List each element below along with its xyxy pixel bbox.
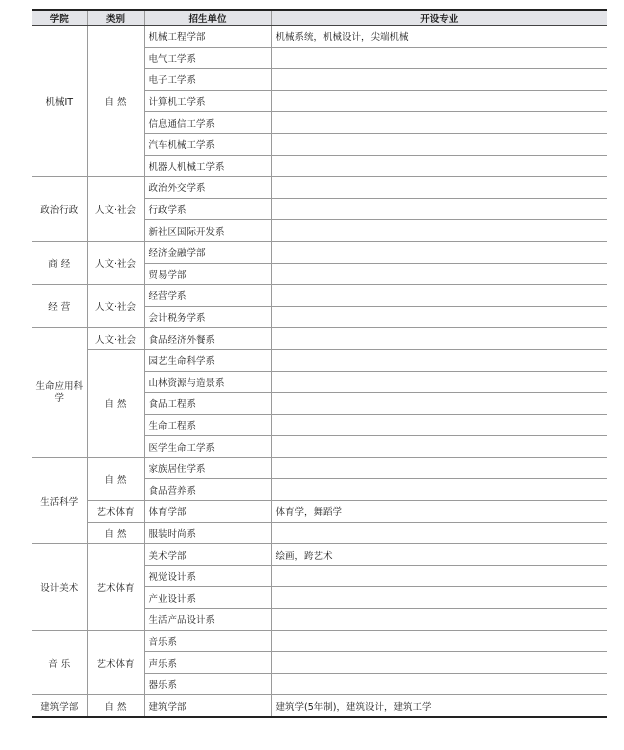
major-cell [271, 69, 607, 91]
category-cell: 自 然 [87, 695, 144, 717]
unit-cell: 行政学系 [144, 198, 271, 220]
category-cell: 艺术体育 [87, 630, 144, 695]
unit-cell: 服装时尚系 [144, 522, 271, 544]
major-cell [271, 241, 607, 263]
major-cell [271, 479, 607, 501]
major-cell [271, 198, 607, 220]
unit-cell: 声乐系 [144, 652, 271, 674]
unit-cell: 汽车机械工学系 [144, 133, 271, 155]
college-cell: 建筑学部 [32, 695, 87, 717]
table-row [32, 285, 607, 307]
major-cell [271, 371, 607, 393]
unit-cell: 食品营养系 [144, 479, 271, 501]
unit-cell: 信息通信工学系 [144, 112, 271, 134]
unit-cell: 家族居住学系 [144, 457, 271, 479]
unit-cell: 贸易学部 [144, 263, 271, 285]
major-cell [271, 652, 607, 674]
admissions-table-container [32, 9, 607, 718]
header-college: 学院 [32, 10, 87, 26]
unit-cell: 新社区国际开发系 [144, 220, 271, 242]
category-cell: 自 然 [87, 522, 144, 544]
category-cell: 人文·社会 [87, 177, 144, 242]
major-cell [271, 155, 607, 177]
major-cell [271, 673, 607, 695]
major-cell [271, 47, 607, 69]
unit-cell: 山林资源与造景系 [144, 371, 271, 393]
unit-cell: 电子工学系 [144, 69, 271, 91]
major-cell: 体育学，舞蹈学 [271, 501, 607, 523]
major-cell [271, 565, 607, 587]
unit-cell: 会计税务学系 [144, 306, 271, 328]
table-row [32, 457, 607, 479]
table-row [32, 522, 607, 544]
major-cell [271, 90, 607, 112]
table-row [32, 544, 607, 566]
major-cell [271, 263, 607, 285]
unit-cell: 计算机工学系 [144, 90, 271, 112]
category-cell: 自 然 [87, 457, 144, 500]
major-cell [271, 457, 607, 479]
unit-cell: 建筑学部 [144, 695, 271, 717]
unit-cell: 园艺生命科学系 [144, 349, 271, 371]
unit-cell: 音乐系 [144, 630, 271, 652]
unit-cell: 食品工程系 [144, 393, 271, 415]
table-row [32, 328, 607, 350]
category-cell: 人文·社会 [87, 328, 144, 350]
category-cell: 自 然 [87, 26, 144, 177]
major-cell [271, 112, 607, 134]
header-category: 类别 [87, 10, 144, 26]
unit-cell: 产业设计系 [144, 587, 271, 609]
unit-cell: 器乐系 [144, 673, 271, 695]
category-cell: 艺术体育 [87, 544, 144, 630]
major-cell [271, 177, 607, 199]
header-major: 开设专业 [271, 10, 607, 26]
unit-cell: 生活产品设计系 [144, 609, 271, 631]
college-cell: 政治行政 [32, 177, 87, 242]
header-unit: 招生单位 [144, 10, 271, 26]
unit-cell: 机器人机械工学系 [144, 155, 271, 177]
unit-cell: 政治外交学系 [144, 177, 271, 199]
major-cell [271, 436, 607, 458]
table-row [32, 501, 607, 523]
college-cell: 生活科学 [32, 457, 87, 543]
major-cell [271, 328, 607, 350]
unit-cell: 经营学系 [144, 285, 271, 307]
table-header-row [32, 10, 607, 26]
unit-cell: 生命工程系 [144, 414, 271, 436]
major-cell [271, 393, 607, 415]
table-row [32, 241, 607, 263]
college-cell: 生命应用科学 [32, 328, 87, 458]
major-cell: 绘画，跨艺术 [271, 544, 607, 566]
major-cell [271, 285, 607, 307]
category-cell: 艺术体育 [87, 501, 144, 523]
table-row [32, 26, 607, 48]
category-cell: 人文·社会 [87, 241, 144, 284]
major-cell [271, 349, 607, 371]
unit-cell: 视觉设计系 [144, 565, 271, 587]
major-cell: 建筑学(5年制)，建筑设计，建筑工学 [271, 695, 607, 717]
table-row [32, 630, 607, 652]
major-cell [271, 414, 607, 436]
category-cell: 人文·社会 [87, 285, 144, 328]
college-cell: 机械IT [32, 26, 87, 177]
table-row [32, 177, 607, 199]
table-row [32, 695, 607, 717]
admissions-table [32, 9, 607, 718]
college-cell: 音 乐 [32, 630, 87, 695]
unit-cell: 机械工程学部 [144, 26, 271, 48]
major-cell [271, 220, 607, 242]
major-cell [271, 306, 607, 328]
major-cell [271, 133, 607, 155]
major-cell [271, 630, 607, 652]
unit-cell: 体育学部 [144, 501, 271, 523]
unit-cell: 医学生命工学系 [144, 436, 271, 458]
major-cell [271, 609, 607, 631]
college-cell: 商 经 [32, 241, 87, 284]
major-cell [271, 587, 607, 609]
college-cell: 设计美术 [32, 544, 87, 630]
major-cell [271, 522, 607, 544]
college-cell: 经 营 [32, 285, 87, 328]
table-row [32, 349, 607, 371]
unit-cell: 美术学部 [144, 544, 271, 566]
unit-cell: 经济金融学部 [144, 241, 271, 263]
category-cell: 自 然 [87, 349, 144, 457]
major-cell: 机械系统，机械设计，尖端机械 [271, 26, 607, 48]
unit-cell: 食品经济外餐系 [144, 328, 271, 350]
unit-cell: 电气工学系 [144, 47, 271, 69]
